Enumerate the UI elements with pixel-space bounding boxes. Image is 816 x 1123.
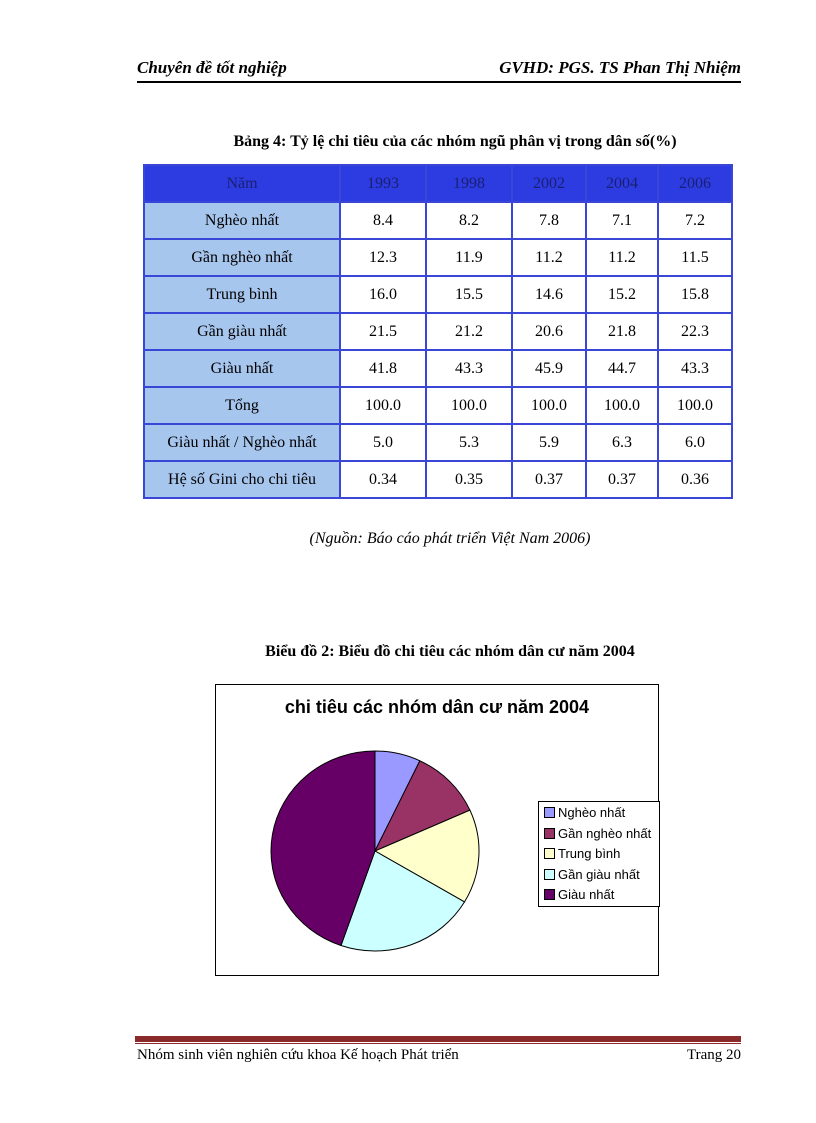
table-row (144, 202, 732, 239)
table-row (144, 350, 732, 387)
table-cell: 15.5 (426, 276, 512, 313)
footer-divider (135, 1036, 741, 1042)
table-cell: 5.9 (512, 424, 586, 461)
legend-label: Gần nghèo nhất (558, 825, 652, 841)
table-cell: 6.0 (658, 424, 732, 461)
header-left: Chuyên đề tốt nghiệp (137, 58, 287, 77)
header-right: GVHD: PGS. TS Phan Thị Nhiệm (499, 58, 741, 77)
row-label: Gần giàu nhất (144, 313, 340, 350)
legend-item (544, 826, 651, 844)
row-label: Hệ số Gini cho chi tiêu (144, 461, 340, 498)
header-divider (137, 81, 741, 83)
table-cell: 14.6 (512, 276, 586, 313)
row-label: Gần nghèo nhất (144, 239, 340, 276)
table-cell: 11.2 (586, 239, 658, 276)
chart-legend (538, 801, 660, 907)
table-cell: 43.3 (426, 350, 512, 387)
footer-left: Nhóm sinh viên nghiên cứu khoa Kế hoạch Phát triển (137, 1047, 459, 1063)
row-label: Giàu nhất (144, 350, 340, 387)
legend-item (544, 867, 640, 885)
table-header-cell: 2004 (586, 165, 658, 202)
legend-label: Nghèo nhất (558, 805, 626, 820)
table-header-cell: 1993 (340, 165, 426, 202)
pie-chart (215, 684, 659, 976)
legend-item (544, 805, 625, 823)
legend-swatch (544, 807, 555, 818)
table-cell: 12.3 (340, 239, 426, 276)
source-note: (Nguồn: Báo cáo phát triển Việt Nam 2006) (309, 530, 591, 547)
table-cell: 11.5 (658, 239, 732, 276)
table-cell: 100.0 (658, 387, 732, 424)
table-cell: 21.8 (586, 313, 658, 350)
legend-label: Giàu nhất (558, 887, 615, 902)
table-cell: 41.8 (340, 350, 426, 387)
table-cell: 45.9 (512, 350, 586, 387)
table-cell: 15.8 (658, 276, 732, 313)
table-cell: 21.5 (340, 313, 426, 350)
table-row (144, 239, 732, 276)
table-header-cell: 1998 (426, 165, 512, 202)
table-row (144, 387, 732, 424)
table-cell: 7.8 (512, 202, 586, 239)
legend-label: Gần giàu nhất (558, 866, 640, 882)
table-caption: Bảng 4: Tỷ lệ chi tiêu của các nhóm ngũ phân vị trong dân số(%) (233, 133, 677, 150)
legend-swatch (544, 889, 555, 900)
table-cell: 5.3 (426, 424, 512, 461)
table-row (144, 313, 732, 350)
footer-divider-thin (135, 1043, 741, 1044)
page-number: Trang 20 (686, 1047, 741, 1063)
table-cell: 7.2 (658, 202, 732, 239)
table-cell: 5.0 (340, 424, 426, 461)
table-header-cell: 2006 (658, 165, 732, 202)
table-cell: 100.0 (512, 387, 586, 424)
table-cell: 7.1 (586, 202, 658, 239)
table-cell: 0.36 (658, 461, 732, 498)
row-label: Trung bình (144, 276, 340, 313)
table-cell: 20.6 (512, 313, 586, 350)
table-cell: 11.9 (426, 239, 512, 276)
table-cell: 8.2 (426, 202, 512, 239)
table-cell: 44.7 (586, 350, 658, 387)
table-row (144, 461, 732, 498)
data-table (143, 164, 733, 499)
page-header (137, 58, 741, 82)
table-row (144, 276, 732, 313)
table-cell: 0.35 (426, 461, 512, 498)
table-cell: 11.2 (512, 239, 586, 276)
row-label: Giàu nhất / Nghèo nhất (144, 424, 340, 461)
table-cell: 22.3 (658, 313, 732, 350)
legend-label: Trung bình (558, 846, 621, 861)
table-header-row (144, 165, 732, 202)
table-cell: 0.37 (512, 461, 586, 498)
table-cell: 100.0 (426, 387, 512, 424)
table-cell: 21.2 (426, 313, 512, 350)
legend-swatch (544, 848, 555, 859)
row-label: Nghèo nhất (144, 202, 340, 239)
table-row (144, 424, 732, 461)
table-cell: 100.0 (586, 387, 658, 424)
legend-item (544, 846, 620, 864)
legend-swatch (544, 828, 555, 839)
table-cell: 43.3 (658, 350, 732, 387)
table-cell: 100.0 (340, 387, 426, 424)
table-header-cell: 2002 (512, 165, 586, 202)
table-cell: 16.0 (340, 276, 426, 313)
table-cell: 8.4 (340, 202, 426, 239)
table-header-cell: Năm (144, 165, 340, 202)
table-cell: 0.34 (340, 461, 426, 498)
legend-swatch (544, 869, 555, 880)
chart-caption: Biểu đồ 2: Biểu đồ chi tiêu các nhóm dân cư năm 2004 (265, 643, 635, 660)
row-label: Tổng (144, 387, 340, 424)
table-cell: 15.2 (586, 276, 658, 313)
table-cell: 0.37 (586, 461, 658, 498)
legend-item (544, 887, 614, 905)
table-cell: 6.3 (586, 424, 658, 461)
chart-title: chi tiêu các nhóm dân cư năm 2004 (284, 697, 590, 717)
